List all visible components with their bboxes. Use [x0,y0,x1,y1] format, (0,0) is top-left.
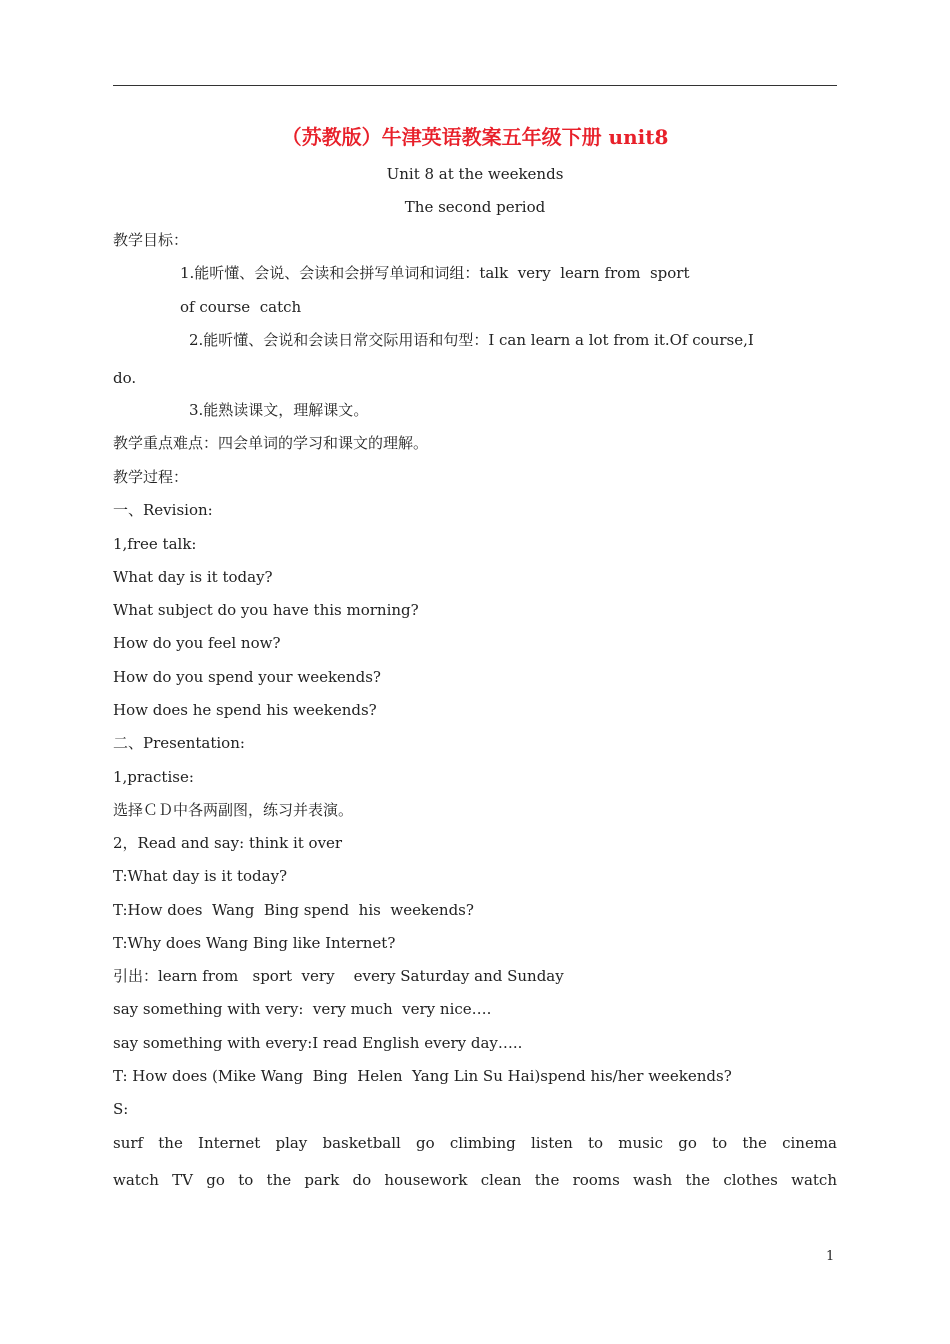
goal-2: 2.能听懂、会说和会读日常交际用语和句型：I can learn a lot from it.Of course,I [189,331,754,349]
goal-1: 1.能听懂、会说、会读和会拼写单词和词组：talk very learn from sport [180,264,690,282]
introduce-words: 引出：learn from sport very every Saturday and Sunday [113,967,564,985]
student-label: S: [113,1100,129,1118]
question-1: What day is it today? [113,568,273,586]
process-heading: 教学过程： [113,468,189,486]
revision-heading: 一、Revision: [113,501,213,519]
teacher-q1: T:What day is it today? [113,867,288,885]
page-number: 1 [826,1249,835,1264]
key-points: 教学重点难点：四会单词的学习和课文的理解。 [113,434,429,452]
activities-line-1: surf the Internet play basketball go climbing listen to music go to the cinema [113,1134,837,1152]
activities-line-2: watch TV go to the park do housework clean the rooms wash the clothes watch [113,1171,837,1189]
say-very: say something with very: very much very nice…. [113,1000,492,1018]
question-2: What subject do you have this morning? [113,601,419,619]
teacher-q3: T:Why does Wang Bing like Internet? [113,934,396,952]
goal-1-cont: of course catch [180,298,302,316]
question-4: How do you spend your weekends? [113,668,381,686]
goals-heading: 教学目标： [113,231,189,249]
practise: 1,practise: [113,768,194,786]
teacher-q4: T: How does (Mike Wang Bing Helen Yang Lin Su Hai)spend his/her weekends? [113,1067,732,1085]
period-subtitle: The second period [404,198,546,216]
goal-3: 3.能熟读课文，理解课文。 [189,401,369,419]
say-every: say something with every:I read English every day….. [113,1034,523,1052]
teacher-q2: T:How does Wang Bing spend his weekends? [113,901,474,919]
document-title: （苏教版）牛津英语教案五年级下册 unit8 [281,125,669,149]
question-3: How do you feel now? [113,634,281,652]
read-and-say: 2，Read and say: think it over [113,834,343,852]
goal-2-cont: do. [113,369,137,387]
choose-pictures: 选择ＣＤ中各两副图，练习并表演。 [113,801,354,819]
unit-subtitle: Unit 8 at the weekends [386,165,564,183]
free-talk: 1,free talk: [113,535,197,553]
question-5: How does he spend his weekends? [113,701,377,719]
presentation-heading: 二、Presentation: [113,734,245,752]
header-rule [113,85,837,86]
